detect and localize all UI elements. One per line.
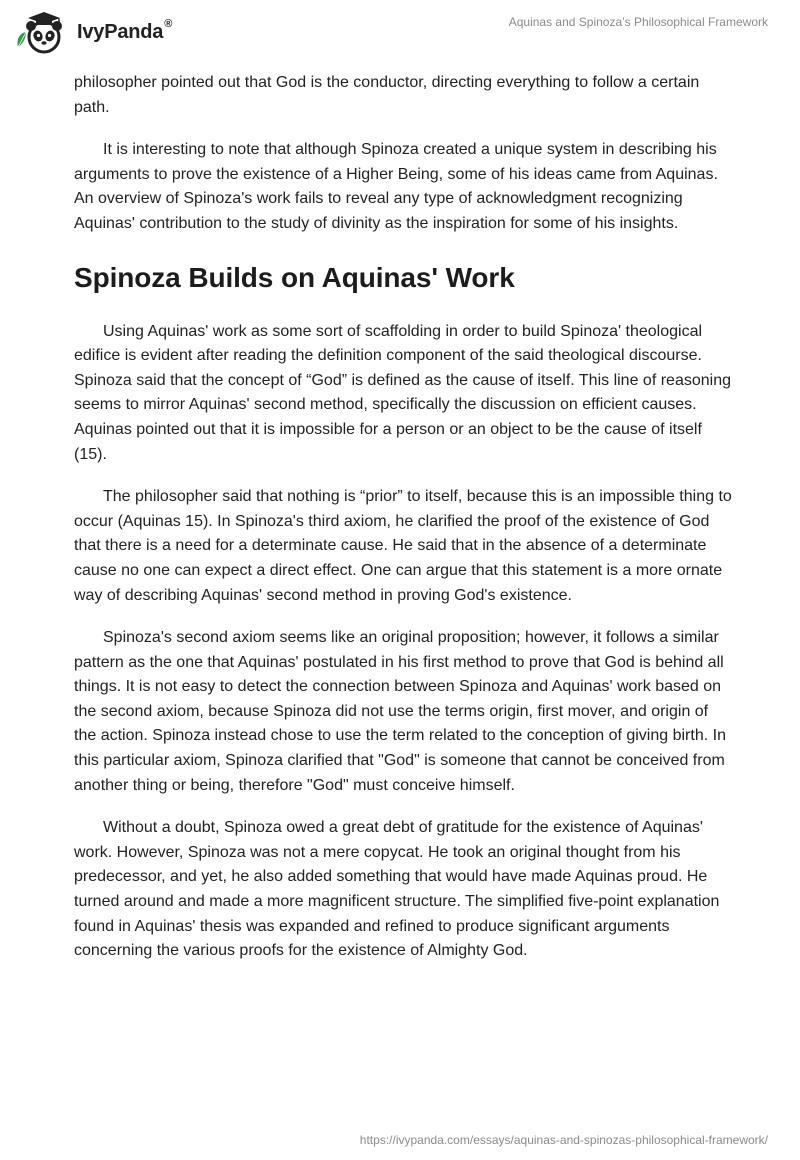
source-url[interactable]: https://ivypanda.com/essays/aquinas-and-spinozas-philosophical-framework/ <box>359 1133 768 1147</box>
ivypanda-logo[interactable] <box>14 9 214 57</box>
document-title: Aquinas and Spinoza’s Philosophical Framework <box>508 15 768 29</box>
section-heading: Spinoza Builds on Aquinas' Work <box>74 261 515 293</box>
paragraph: Using Aquinas' work as some sort of scaffolding in order to build Spinoza' theological edifice is evident after reading the definition component of the said theological discourse. Spinoza said that the concept of “God” is defined as the cause of itself. This line of reasoning seems to mirror Aquinas' second method, specifically the discussion on efficient causes. Aquinas pointed out that it is impossible for a person or an object to be the cause of itself (15). <box>74 322 731 463</box>
page-header <box>0 0 800 68</box>
panda-graduate-icon <box>14 9 70 57</box>
paragraph: The philosopher said that nothing is “prior” to itself, because this is an impossible thing to occur (Aquinas 15). In Spinoza's third axiom, he clarified the proof of the existence of God that there is a need for a determinate cause. He said that in the absence of a determinate cause no one can expect a direct effect. One can argue that this statement is a more ornate way of describing Aquinas' second method in proving God's existence. <box>74 488 732 604</box>
paragraph: Spinoza's second axiom seems like an original proposition; however, it follows a similar pattern as the one that Aquinas' postulated in his first method to prove that God is behind all things. It is not easy to detect the connection between Spinoza and Aquinas' work based on the second axiom, because Spinoza did not use the terms origin, first mover, and origin of the action. Spinoza instead chose to use the term related to the conception of giving birth. In this particular axiom, Spinoza clarified that "God" is someone that cannot be conceived from another thing or being, therefore "God" must conceive himself. <box>74 629 726 794</box>
paragraph: It is interesting to note that although Spinoza created a unique system in describing his arguments to prove the existence of a Higher Being, some of his ideas came from Aquinas. An overview of Spinoza's work fails to reveal any type of acknowledgment recognizing Aquinas' contribution to the study of divinity as the inspiration for some of his insights. <box>74 141 718 232</box>
essay-content <box>74 71 734 964</box>
logo-wordmark: IvyPanda® <box>77 18 173 43</box>
paragraph-continued: philosopher pointed out that God is the conductor, directing everything to follow a certain path. <box>74 74 700 116</box>
paragraph: Without a doubt, Spinoza owed a great debt of gratitude for the existence of Aquinas' work. However, Spinoza was not a mere copycat. He took an original thought from his predecessor, and yet, he also added something that would have made Aquinas proud. He turned around and made a more magnificent structure. The simplified five-point explanation found in Aquinas' thesis was expanded and refined to produce significant arguments concerning the various proofs for the existence of Almighty God. <box>74 819 720 960</box>
